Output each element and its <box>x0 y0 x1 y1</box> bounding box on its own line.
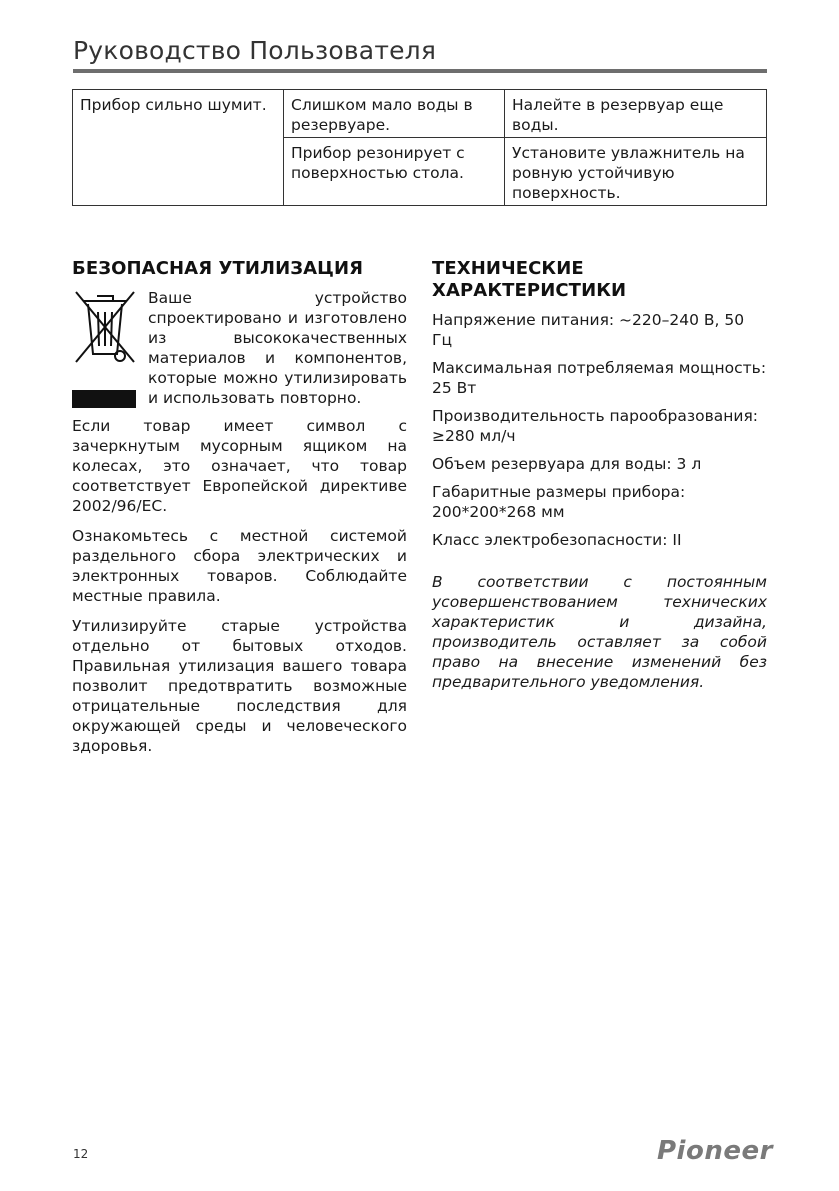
specs-heading: ТЕХНИЧЕСКИЕ ХАРАКТЕРИСТИКИ <box>432 258 627 301</box>
disposal-section <box>72 258 407 766</box>
disposal-paragraph: Утилизируйте старые устройства отдельно от бытовых отходов. Правильная утилизация вашего товара позволит предотвратить возможные отрицательные последствия для окружающей среды и человеческого здоровья. <box>72 617 407 755</box>
spec-item: Класс электробезопасности: II <box>432 531 682 549</box>
spec-item: Максимальная потребляемая мощность: 25 Вт <box>432 359 767 397</box>
brand-logo: Pioneer <box>657 1136 773 1166</box>
solution-cell: Налейте в резервуар еще воды. <box>505 90 767 138</box>
disposal-paragraph: Ознакомьтесь с местной системой раздельного сбора электрических и электронных товаров. Соблюдайте местные правила. <box>72 527 407 605</box>
weee-block <box>72 288 407 408</box>
header-divider <box>73 69 767 73</box>
spec-item: Габаритные размеры прибора: 200*200*268 мм <box>432 483 686 521</box>
specs-note: В соответствии с постоянным усовершенствованием технических характеристик и дизайна, производитель оставляет за собой право на внесение изменений без предварительного уведомления. <box>432 573 767 691</box>
spec-item: Напряжение питания: ~220–240 В, 50 Гц <box>432 311 745 349</box>
disposal-paragraph: Если товар имеет символ с зачеркнутым мусорным ящиком на колесах, это означает, что товар соответствует Европейской директиве 2002/96/EC. <box>72 417 407 515</box>
spec-item: Производительность парообразования: ≥280 мл/ч <box>432 407 758 445</box>
page-title: Руководство Пользователя <box>73 36 437 65</box>
disposal-heading: БЕЗОПАСНАЯ УТИЛИЗАЦИЯ <box>72 258 364 279</box>
specs-section <box>432 258 767 702</box>
problem-cell: Прибор сильно шумит. <box>73 90 284 206</box>
page-number: 12 <box>73 1147 89 1161</box>
table-row <box>73 90 767 138</box>
disposal-intro: Ваше устройство спроектировано и изготовлено из высококачественных материалов и компонентов, которые можно утилизировать и использовать повторно. <box>148 289 407 407</box>
cause-cell: Прибор резонирует с поверхностью стола. <box>284 138 505 206</box>
weee-bar <box>72 390 136 408</box>
solution-cell: Установите увлажнитель на ровную устойчивую поверхность. <box>505 138 767 206</box>
cause-cell: Слишком мало воды в резервуаре. <box>284 90 505 138</box>
troubleshooting-table <box>72 89 767 206</box>
crossed-out-wheelie-bin-icon <box>72 288 138 366</box>
spec-item: Объем резервуара для воды: 3 л <box>432 455 702 473</box>
